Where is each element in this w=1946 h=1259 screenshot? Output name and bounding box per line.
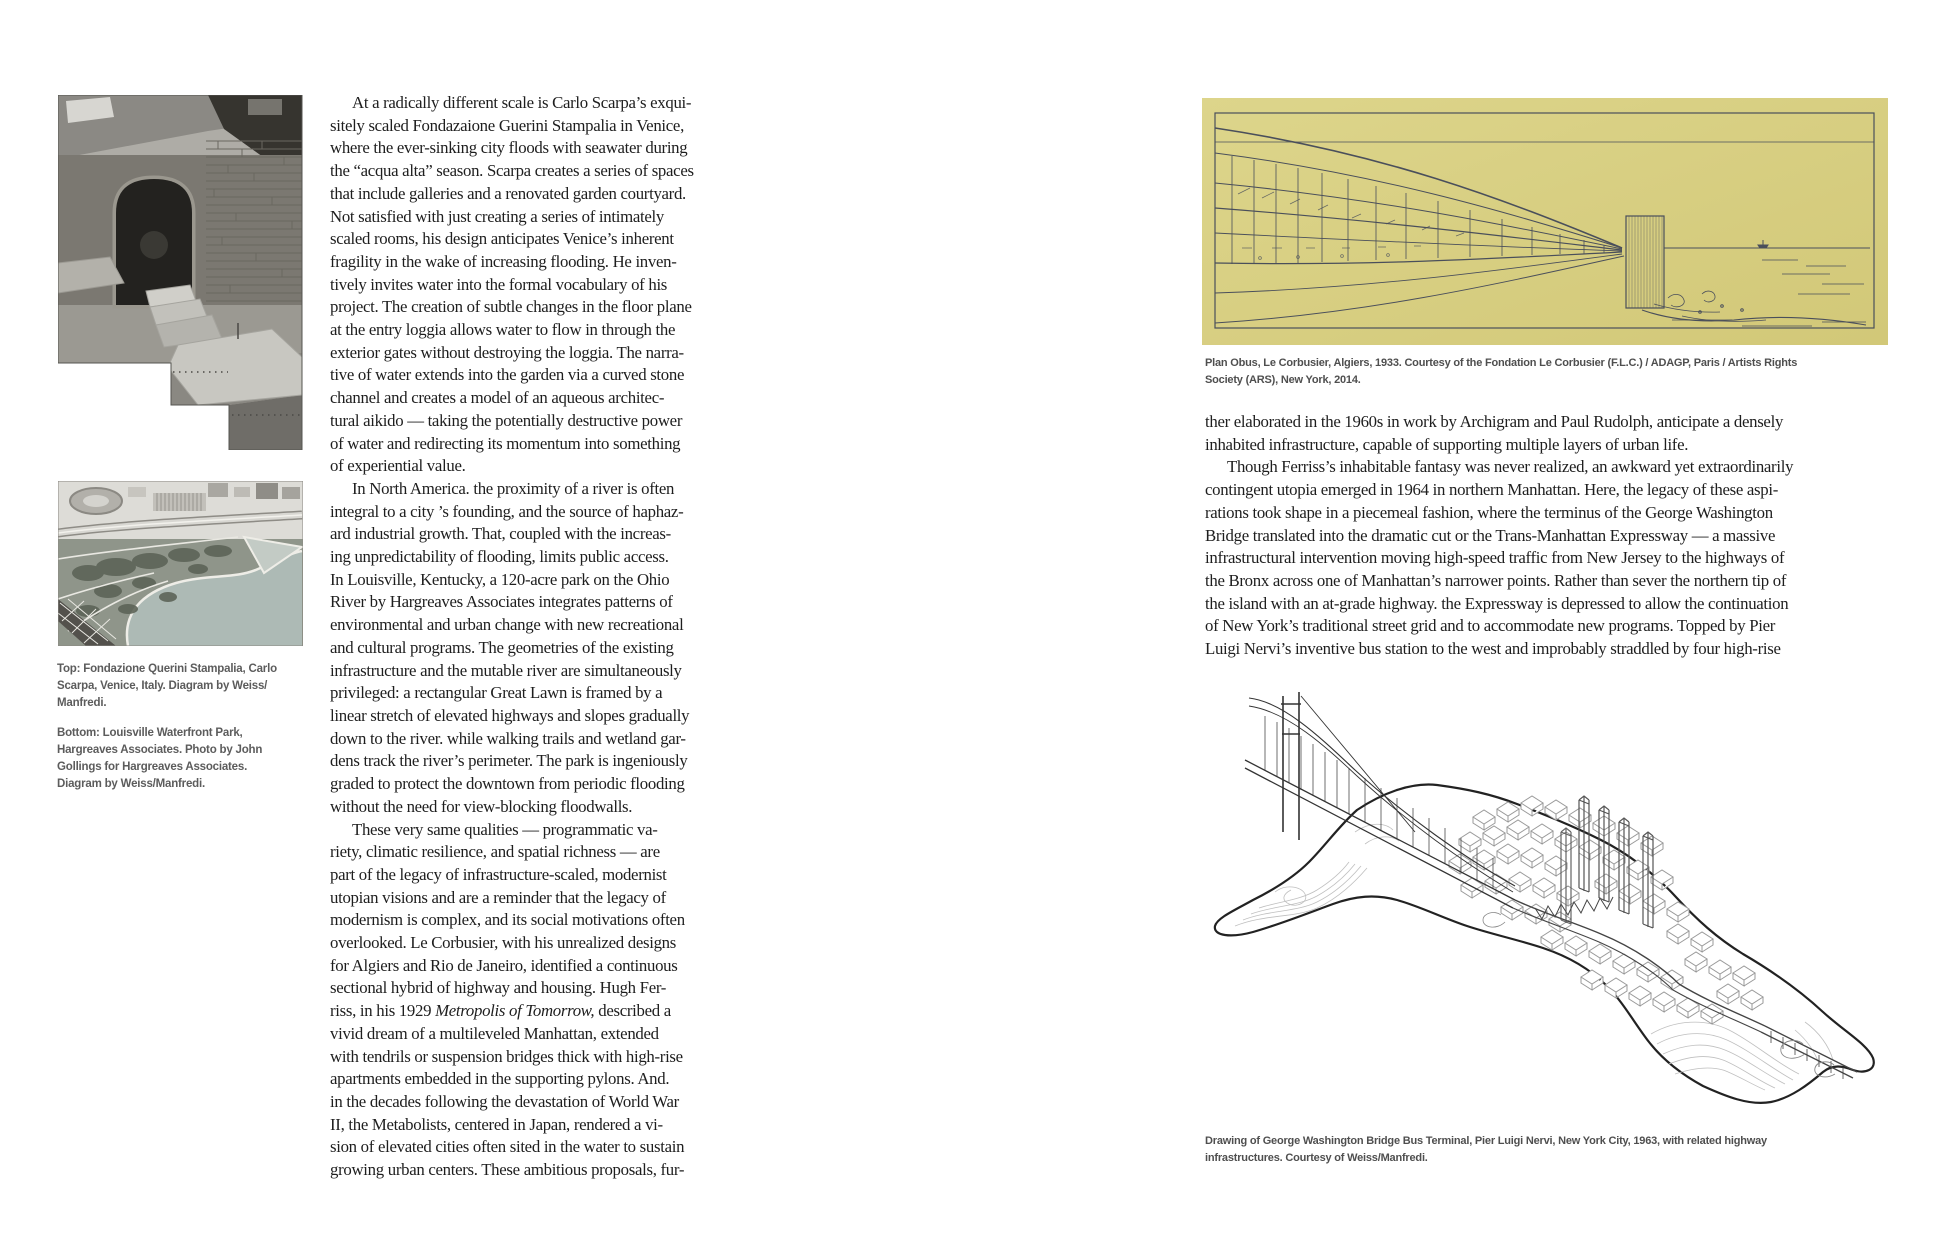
text-line: Though Ferriss’s inhabitable fantasy was never realized, an awkward yet extraordinarily xyxy=(1227,457,1794,477)
text-line: the Bronx across one of Manhattan’s narrower points. Rather than sever the northern tip of xyxy=(1205,570,1787,590)
text-line: that include galleries and a renovated garden courtyard. xyxy=(330,183,686,203)
text-line: channel and creates a model of an aqueous architec- xyxy=(330,388,665,408)
text-line: ard industrial growth. That, coupled with the increas- xyxy=(330,524,671,544)
caption-querini-stampalia xyxy=(57,661,307,712)
text-line: inhabited infrastructure, capable of supporting multiple layers of urban life. xyxy=(1205,434,1689,454)
louisville-waterfront-photo xyxy=(58,481,303,646)
text-line: River by Hargreaves Associates integrates patterns of xyxy=(330,592,673,612)
right-page-body-text xyxy=(1205,411,1905,661)
text-line: privileged: a rectangular Great Lawn is framed by a xyxy=(330,683,663,703)
text-line: exterior gates without destroying the loggia. The narra- xyxy=(330,342,684,362)
text-line: utopian visions and are a reminder that the legacy of xyxy=(330,887,666,907)
text-line: sitely scaled Fondazaione Guerini Stampalia in Venice, xyxy=(330,115,684,135)
text-line: for Algiers and Rio de Janeiro, identified a continuous xyxy=(330,955,678,975)
text-line: Bridge translated into the dramatic cut or the Trans-Manhattan Expressway — a massive xyxy=(1205,525,1776,545)
text-line: with tendrils or suspension bridges thick with high-rise xyxy=(330,1046,683,1066)
text-line: and cultural programs. The geometries of the existing xyxy=(330,637,674,657)
text-line: At a radically different scale is Carlo Scarpa’s exqui- xyxy=(352,93,692,112)
text-line: scaled rooms, his design anticipates Venice’s inherent xyxy=(330,229,674,249)
text-line: riety, climatic resilience, and spatial richness — are xyxy=(330,842,660,862)
text-line: These very same qualities — programmatic va- xyxy=(352,819,658,839)
text-line: part of the legacy of infrastructure-scaled, modernist xyxy=(330,864,667,884)
text-line: modernism is complex, and its social motivations often xyxy=(330,910,685,930)
text-line: integral to a city ’s founding, and the source of haphaz- xyxy=(330,501,684,521)
text-line: the island with an at-grade highway. the Expressway is depressed to allow the continuation xyxy=(1205,593,1789,613)
caption-gwb-drawing xyxy=(1205,1133,1905,1167)
text-line: Drawing of George Washington Bridge Bus Terminal, Pier Luigi Nervi, New York City, 1963, with related highway xyxy=(1205,1135,1767,1147)
text-line: growing urban centers. These ambitious proposals, fur- xyxy=(330,1160,685,1180)
text-line: linear stretch of elevated highways and slopes gradually xyxy=(330,705,690,725)
text-line: Scarpa, Venice, Italy. Diagram by Weiss/ xyxy=(57,680,268,692)
text-line: In North America. the proximity of a river is often xyxy=(352,478,675,498)
caption-louisville-waterfront xyxy=(57,725,307,793)
text-line: tive of water extends into the garden via a curved stone xyxy=(330,365,685,385)
text-line: rations took shape in a piecemeal fashion, where the terminus of the George Washington xyxy=(1205,502,1773,522)
querini-stampalia-photo xyxy=(58,95,303,450)
text-line: of water and redirecting its momentum into something xyxy=(330,433,681,453)
text-line: Plan Obus, Le Corbusier, Algiers, 1933. Courtesy of the Fondation Le Corbusier (F.L.C.) / ADAGP, Paris / Artists Rights xyxy=(1205,357,1798,369)
text-line: project. The creation of subtle changes in the floor plane xyxy=(330,297,692,317)
text-line: II, the Metabolists, centered in Japan, rendered a vi- xyxy=(330,1114,663,1134)
text-line: contingent utopia emerged in 1964 in northern Manhattan. Here, the legacy of these aspi- xyxy=(1205,480,1779,500)
text-line: sectional hybrid of highway and housing. Hugh Fer- xyxy=(330,978,667,998)
text-line: environmental and urban change with new recreational xyxy=(330,615,684,635)
text-line: the “acqua alta” season. Scarpa creates a series of spaces xyxy=(330,161,694,181)
text-line: where the ever-sinking city floods with seawater during xyxy=(330,138,688,158)
text-line: Manfredi. xyxy=(57,697,107,709)
text-line: down to the river. while walking trails and wetland gar- xyxy=(330,728,686,748)
text-line: of New York’s traditional street grid and to accommodate new programs. Topped by Pier xyxy=(1205,616,1776,636)
text-line: dens track the river’s perimeter. The park is ingeniously xyxy=(330,751,688,771)
text-line: Not satisfied with just creating a series of intimately xyxy=(330,206,664,226)
text-line: overlooked. Le Corbusier, with his unrealized designs xyxy=(330,933,677,953)
plan-obus-drawing xyxy=(1202,98,1888,345)
text-line: sion of elevated cities often sited in the water to sustain xyxy=(330,1137,685,1157)
text-line: infrastructures. Courtesy of Weiss/Manfredi. xyxy=(1205,1152,1428,1164)
text-line: without the need for view-blocking floodwalls. xyxy=(330,796,633,816)
left-page-body-text xyxy=(330,92,760,1182)
text-line: Society (ARS), New York, 2014. xyxy=(1205,374,1361,386)
text-line: tively invites water into the formal vocabulary of his xyxy=(330,274,668,294)
text-line: infrastructure and the mutable river are simultaneously xyxy=(330,660,682,680)
text-line: apartments embedded in the supporting pylons. And. xyxy=(330,1069,670,1089)
text-line: Hargreaves Associates. Photo by John xyxy=(57,744,263,756)
text-line: Diagram by Weiss/Manfredi. xyxy=(57,778,205,790)
text-line: infrastructural intervention moving high-speed traffic from New Jersey to the highways of xyxy=(1205,548,1785,568)
caption-plan-obus xyxy=(1205,355,1905,389)
text-line: at the entry loggia allows water to flow in through the xyxy=(330,320,676,340)
text-line: Luigi Nervi’s inventive bus station to the west and improbably straddled by four high-rise xyxy=(1205,639,1781,659)
text-line: ing unpredictability of flooding, limits public access. xyxy=(330,547,669,567)
text-line: Top: Fondazione Querini Stampalia, Carlo xyxy=(57,663,277,675)
text-line: riss, in his 1929 Metropolis of Tomorrow, described a xyxy=(330,1001,671,1021)
text-line: vivid dream of a multileveled Manhattan, extended xyxy=(330,1023,659,1043)
text-line: in the decades following the devastation of World War xyxy=(330,1091,679,1111)
text-line: tural aikido — taking the potentially destructive power xyxy=(330,410,683,430)
gwb-bus-terminal-drawing xyxy=(1205,682,1890,1117)
text-line: ther elaborated in the 1960s in work by Archigram and Paul Rudolph, anticipate a densely xyxy=(1205,412,1784,431)
text-line: Gollings for Hargreaves Associates. xyxy=(57,761,248,773)
text-line: graded to protect the downtown from periodic flooding xyxy=(330,774,685,794)
text-line: Bottom: Louisville Waterfront Park, xyxy=(57,727,243,739)
text-line: fragility in the wake of increasing flooding. He inven- xyxy=(330,251,677,271)
text-line: In Louisville, Kentucky, a 120-acre park on the Ohio xyxy=(330,569,670,589)
text-line: of experiential value. xyxy=(330,456,466,476)
